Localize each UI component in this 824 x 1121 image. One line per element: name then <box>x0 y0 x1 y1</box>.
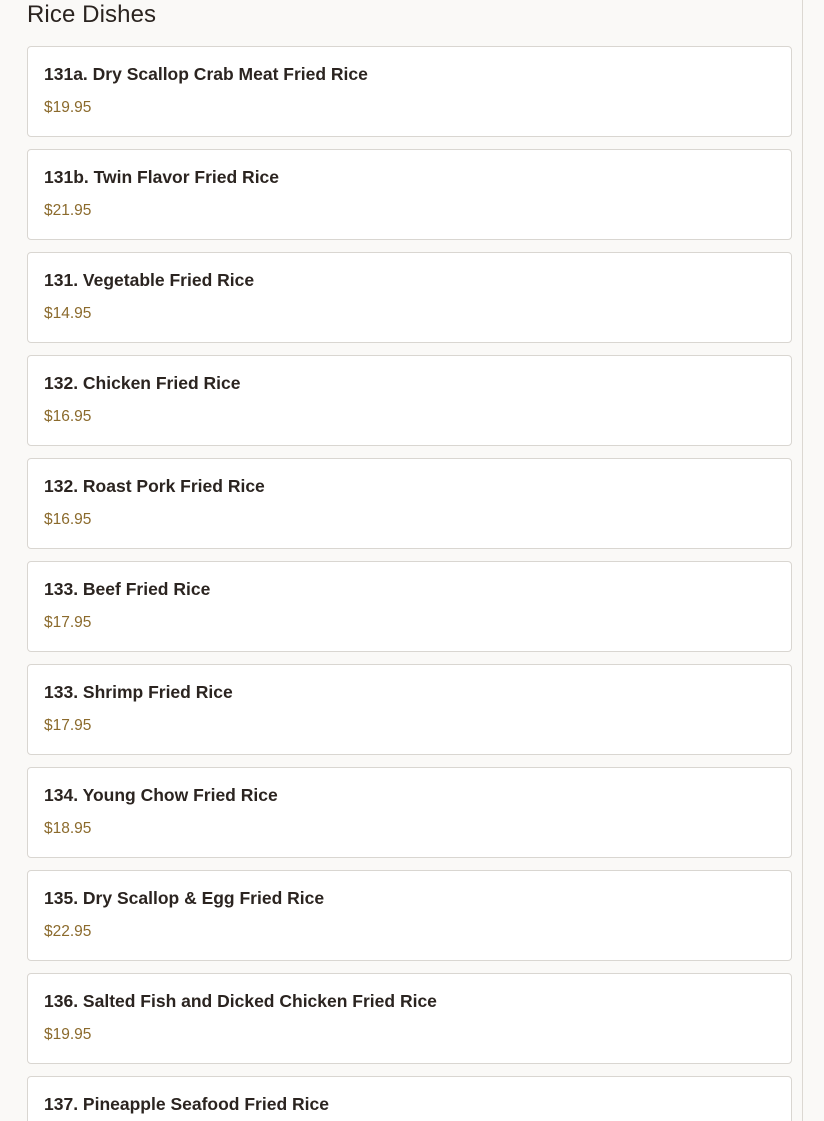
menu-item-name: 134. Young Chow Fried Rice <box>44 785 278 805</box>
menu-item-card[interactable] <box>27 458 792 549</box>
menu-item-name: 135. Dry Scallop & Egg Fried Rice <box>44 888 325 908</box>
menu-item-card[interactable] <box>27 870 792 961</box>
menu-item-price: $16.95 <box>44 408 92 425</box>
menu-item-card[interactable] <box>27 355 792 446</box>
section-title: Rice Dishes <box>27 1 157 28</box>
menu-item-name: 131. Vegetable Fried Rice <box>44 270 255 290</box>
menu-item-price: $17.95 <box>44 717 92 734</box>
menu-item-card[interactable] <box>27 561 792 652</box>
menu-item-price: $17.95 <box>44 614 92 631</box>
menu-item-name: 133. Beef Fried Rice <box>44 579 211 599</box>
menu-item-price: $21.95 <box>44 202 92 219</box>
menu-item-list <box>27 46 792 1121</box>
menu-item-card[interactable] <box>27 46 792 137</box>
menu-item-card[interactable] <box>27 767 792 858</box>
menu-item-name: 133. Shrimp Fried Rice <box>44 682 233 702</box>
menu-item-price: $16.95 <box>44 511 92 528</box>
menu-item-name: 137. Pineapple Seafood Fried Rice <box>44 1094 329 1114</box>
menu-item-name: 136. Salted Fish and Dicked Chicken Fried Rice <box>44 991 437 1011</box>
menu-item-card[interactable] <box>27 252 792 343</box>
menu-item-price: $18.95 <box>44 820 92 837</box>
menu-item-price: $22.95 <box>44 923 92 940</box>
menu-item-price: $14.95 <box>44 305 92 322</box>
menu-item-card[interactable] <box>27 149 792 240</box>
menu-item-name: 131b. Twin Flavor Fried Rice <box>44 167 280 187</box>
menu-item-price: $19.95 <box>44 99 92 116</box>
menu-item-name: 131a. Dry Scallop Crab Meat Fried Rice <box>44 64 368 84</box>
menu-item-card[interactable] <box>27 973 792 1064</box>
menu-item-card[interactable] <box>27 1076 792 1121</box>
menu-item-name: 132. Chicken Fried Rice <box>44 373 241 393</box>
menu-item-price: $19.95 <box>44 1026 92 1043</box>
page-divider <box>802 0 803 1121</box>
menu-item-card[interactable] <box>27 664 792 755</box>
menu-item-name: 132. Roast Pork Fried Rice <box>44 476 265 496</box>
